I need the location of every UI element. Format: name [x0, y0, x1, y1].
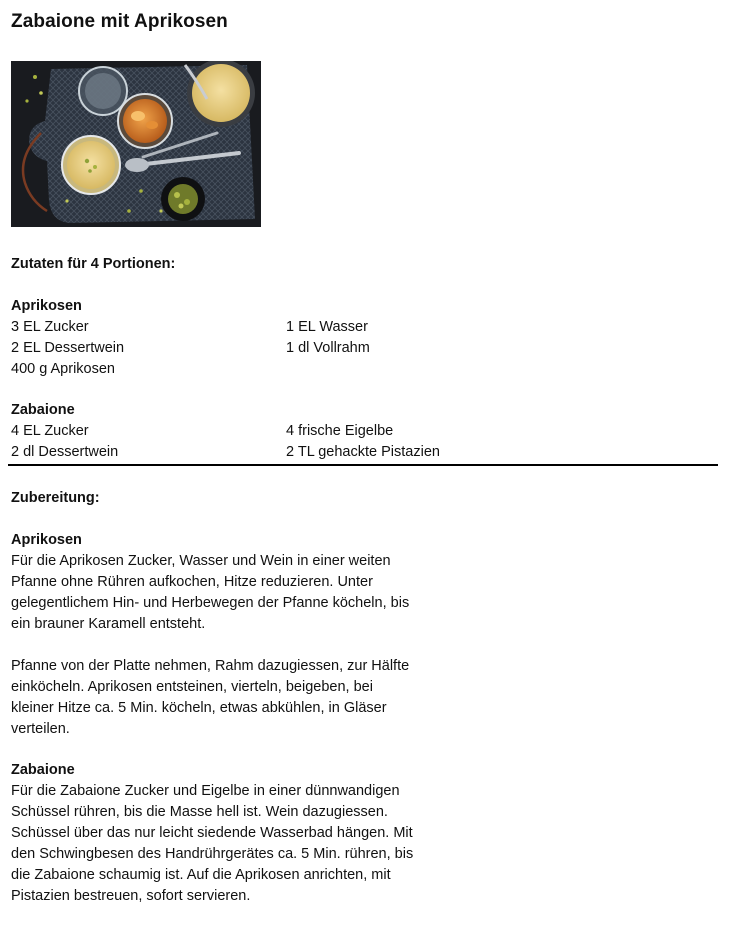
paragraph-line: Schüssel über das nur leicht siedende Wasserbad hängen. Mit	[11, 825, 413, 841]
paragraph-line: Pistazien bestreuen, sofort servieren.	[11, 888, 251, 904]
paragraph-line: die Zabaione schaumig ist. Auf die Aprikosen anrichten, mit	[11, 867, 391, 883]
ingredient-item: 1 EL Wasser	[286, 319, 368, 335]
paragraph-line: den Schwingbesen des Handrührgerätes ca. 5 Min. rühren, bis	[11, 846, 414, 862]
paragraph-line: kleiner Hitze ca. 5 Min. köcheln, etwas abkühlen, in Gläser	[11, 700, 387, 716]
ingredient-item: 4 frische Eigelbe	[286, 423, 394, 439]
ingredient-group-heading: Aprikosen	[11, 298, 82, 314]
preparation-paragraph	[11, 551, 471, 635]
ingredient-item: 3 EL Zucker	[11, 319, 89, 335]
paragraph-line: verteilen.	[11, 721, 70, 737]
ingredient-item: 1 dl Vollrahm	[286, 340, 370, 356]
paragraph-line: Pfanne ohne Rühren aufkochen, Hitze reduzieren. Unter	[11, 574, 373, 590]
paragraph-line: ein brauner Karamell entsteht.	[11, 616, 206, 632]
preparation-step-heading: Aprikosen	[11, 532, 82, 548]
ingredient-item: 2 EL Dessertwein	[11, 340, 125, 356]
preparation-paragraph	[11, 656, 471, 740]
ingredient-item: 2 TL gehackte Pistazien	[286, 444, 440, 460]
recipe-photo	[11, 61, 261, 227]
recipe-title: Zabaione mit Aprikosen	[11, 11, 228, 32]
preparation-heading: Zubereitung:	[11, 490, 100, 506]
paragraph-line: Schüssel rühren, bis die Masse hell ist. Wein dazugiessen.	[11, 804, 388, 820]
ingredient-group-heading: Zabaione	[11, 402, 75, 418]
preparation-paragraph	[11, 781, 471, 907]
ingredient-item: 2 dl Dessertwein	[11, 444, 119, 460]
section-divider	[8, 464, 718, 466]
paragraph-line: Für die Zabaione Zucker und Eigelbe in einer dünnwandigen	[11, 783, 400, 799]
ingredients-heading: Zutaten für 4 Portionen:	[11, 256, 176, 272]
paragraph-line: gelegentlichem Hin- und Herbewegen der Pfanne köcheln, bis	[11, 595, 410, 611]
paragraph-line: einköcheln. Aprikosen entsteinen, vierteln, beigeben, bei	[11, 679, 373, 695]
paragraph-line: Pfanne von der Platte nehmen, Rahm dazugiessen, zur Hälfte	[11, 658, 410, 674]
ingredient-item: 400 g Aprikosen	[11, 361, 115, 377]
preparation-step-heading: Zabaione	[11, 762, 75, 778]
paragraph-line: Für die Aprikosen Zucker, Wasser und Wein in einer weiten	[11, 553, 391, 569]
ingredient-item: 4 EL Zucker	[11, 423, 89, 439]
